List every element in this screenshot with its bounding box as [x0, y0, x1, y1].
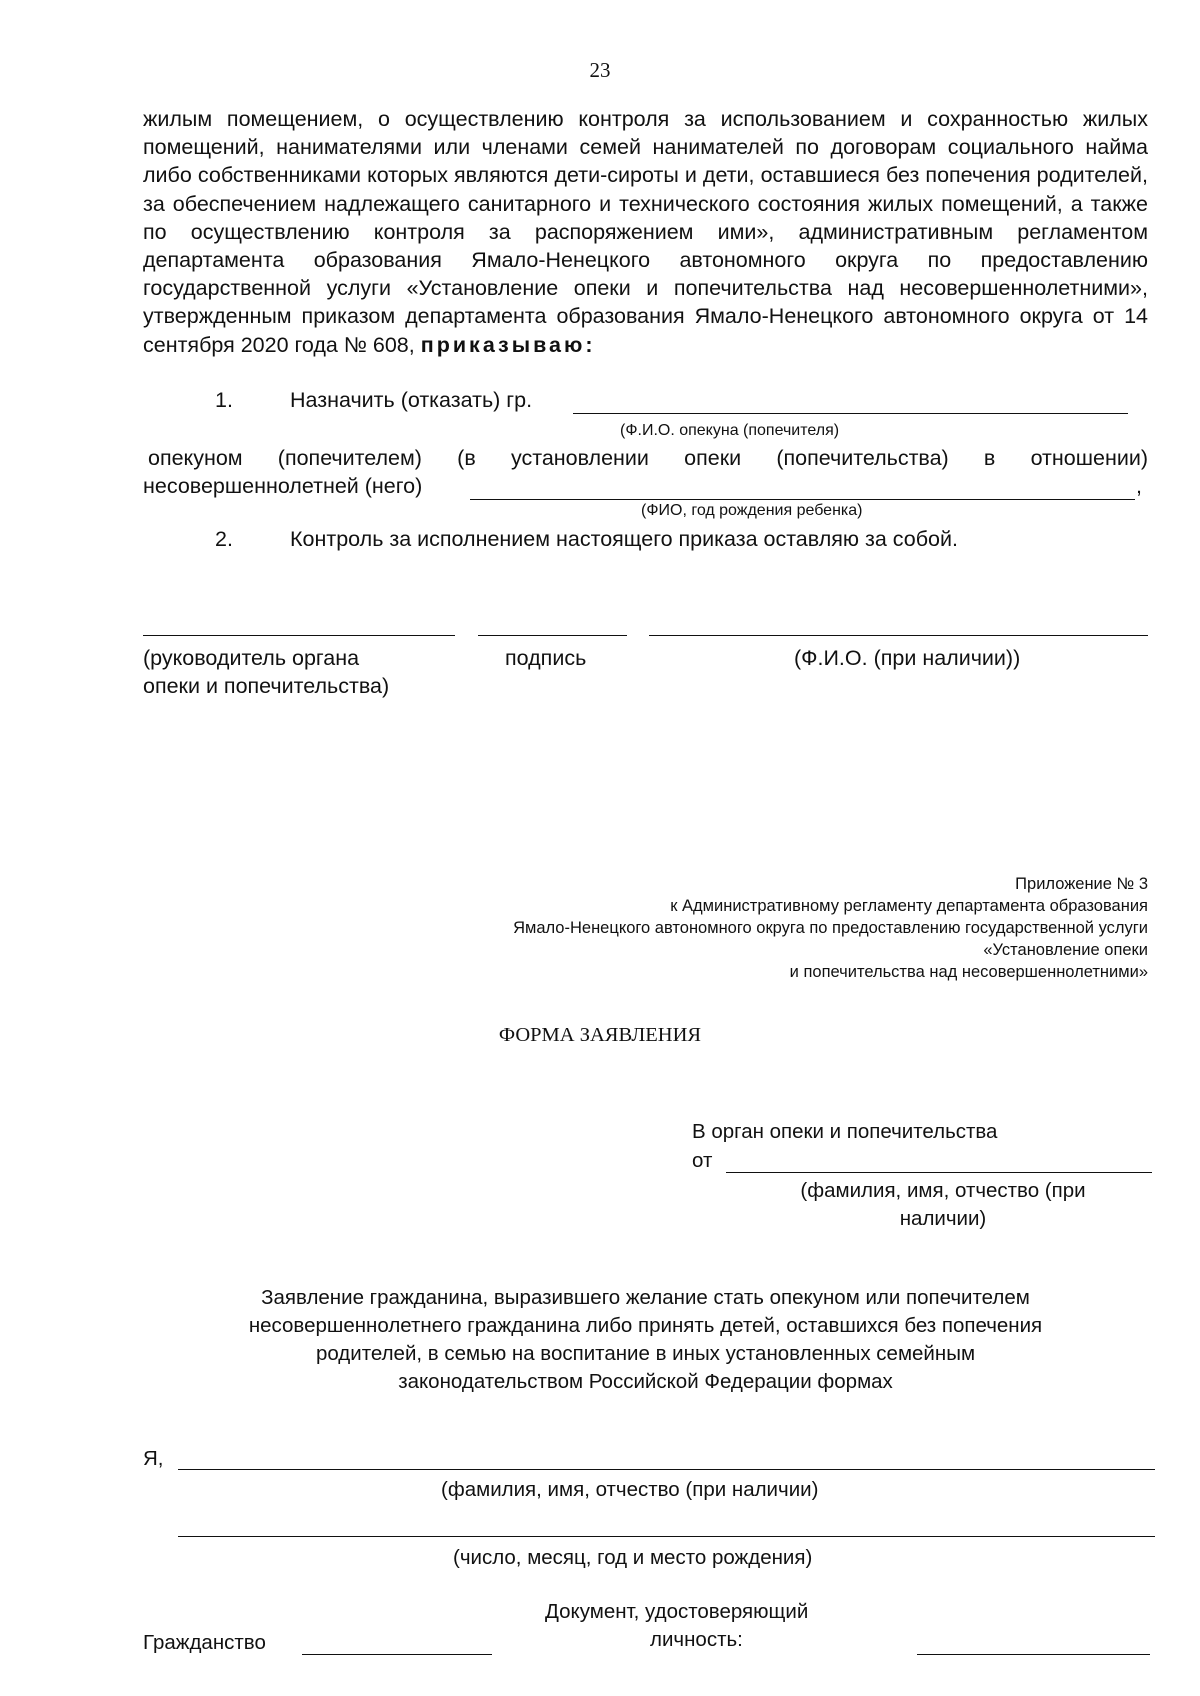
- child-name-line: [470, 499, 1135, 500]
- intro-paragraph-text: жилым помещением, о осуществлению контроля за использованием и сохранностью жилых помещений, нанимателями или членами семей нанимателей по договорам социального найма либо собственниками которых являются дети-сироты и дети, оставшиеся без попечения родителей, за обеспечением надлежащего санитарного и технического состояния жилых помещений, а также по осуществлению контроля за распоряжением ими», административным регламентом департамента образования Ямало-Ненецкого автономного округа по предоставлению государственной услуги «Установление опеки и попечительства над несовершеннолетними», утвержденным приказом департамента образования Ямало-Ненецкого автономного округа от 14 сентября 2020 года № 608,: [143, 107, 1148, 357]
- item1-continuation-line2: несовершеннолетней (него): [143, 474, 423, 498]
- addressee-caption-1: (фамилия, имя, отчество (при: [800, 1179, 1086, 1202]
- appendix-line-2: к Административному регламенту департамента образования: [670, 897, 1148, 915]
- applicant-name-caption: (фамилия, имя, отчество (при наличии): [441, 1478, 819, 1501]
- addressee-caption-2: наличии): [899, 1207, 987, 1230]
- statement-line-2: несовершеннолетнего гражданина либо принять детей, оставшихся без попечения: [248, 1314, 1043, 1337]
- item1-continuation-line1: опекуном (попечителем) (в установлении опеки (попечительства) в отношении): [148, 446, 1148, 470]
- appendix-line-3: Ямало-Ненецкого автономного округа по предоставлению государственной услуги: [513, 919, 1148, 937]
- applicant-birth-caption: (число, месяц, год и место рождения): [453, 1546, 813, 1569]
- citizenship-label: Гражданство: [143, 1631, 266, 1654]
- applicant-name-line: [178, 1469, 1155, 1470]
- addressee-line: В орган опеки и попечительства: [692, 1120, 998, 1143]
- guardian-name-caption: (Ф.И.О. опекуна (попечителя): [620, 422, 840, 439]
- appendix-line-5: и попечительства над несовершеннолетними»: [789, 963, 1148, 981]
- guardian-name-line: [573, 413, 1128, 414]
- signature-name-line: [649, 635, 1148, 636]
- statement-line-3: родителей, в семью на воспитание в иных установленных семейным: [315, 1342, 976, 1365]
- document-label-2: личность:: [650, 1628, 743, 1651]
- appendix-header: [300, 873, 1148, 983]
- form-title: ФОРМА ЗАЯВЛЕНИЯ: [498, 1024, 702, 1046]
- signature-caption: подпись: [505, 646, 587, 670]
- statement-title: [143, 1284, 1148, 1396]
- applicant-i-label: Я,: [143, 1447, 164, 1470]
- signature-position-line: [143, 635, 455, 636]
- addressee-name-line: [726, 1172, 1152, 1173]
- item1-comma: ,: [1136, 474, 1142, 498]
- signature-position-caption-1: (руководитель органа: [143, 646, 360, 670]
- intro-paragraph: [143, 105, 1148, 359]
- order-word: приказываю:: [420, 332, 596, 357]
- document-label-1: Документ, удостоверяющий: [545, 1600, 809, 1623]
- item1-text: Назначить (отказать) гр.: [290, 388, 533, 412]
- citizenship-line: [302, 1654, 492, 1655]
- item2-text: Контроль за исполнением настоящего приказа оставляю за собой.: [290, 527, 958, 551]
- appendix-line-1: Приложение № 3: [1015, 875, 1148, 893]
- page-number: 23: [589, 58, 611, 82]
- signature-position-caption-2: опеки и попечительства): [143, 674, 390, 698]
- item2-number: 2.: [215, 527, 233, 551]
- document-line: [917, 1654, 1150, 1655]
- addressee-from-label: от: [692, 1149, 713, 1172]
- appendix-line-4: «Установление опеки: [983, 941, 1148, 959]
- signature-name-caption: (Ф.И.О. (при наличии)): [794, 646, 1021, 670]
- child-name-caption: (ФИО, год рождения ребенка): [641, 502, 863, 519]
- statement-line-4: законодательством Российской Федерации формах: [398, 1370, 893, 1393]
- item1-number: 1.: [215, 388, 233, 412]
- statement-line-1: Заявление гражданина, выразившего желание стать опекуном или попечителем: [261, 1286, 1030, 1309]
- signature-line: [478, 635, 627, 636]
- applicant-birth-line: [178, 1536, 1155, 1537]
